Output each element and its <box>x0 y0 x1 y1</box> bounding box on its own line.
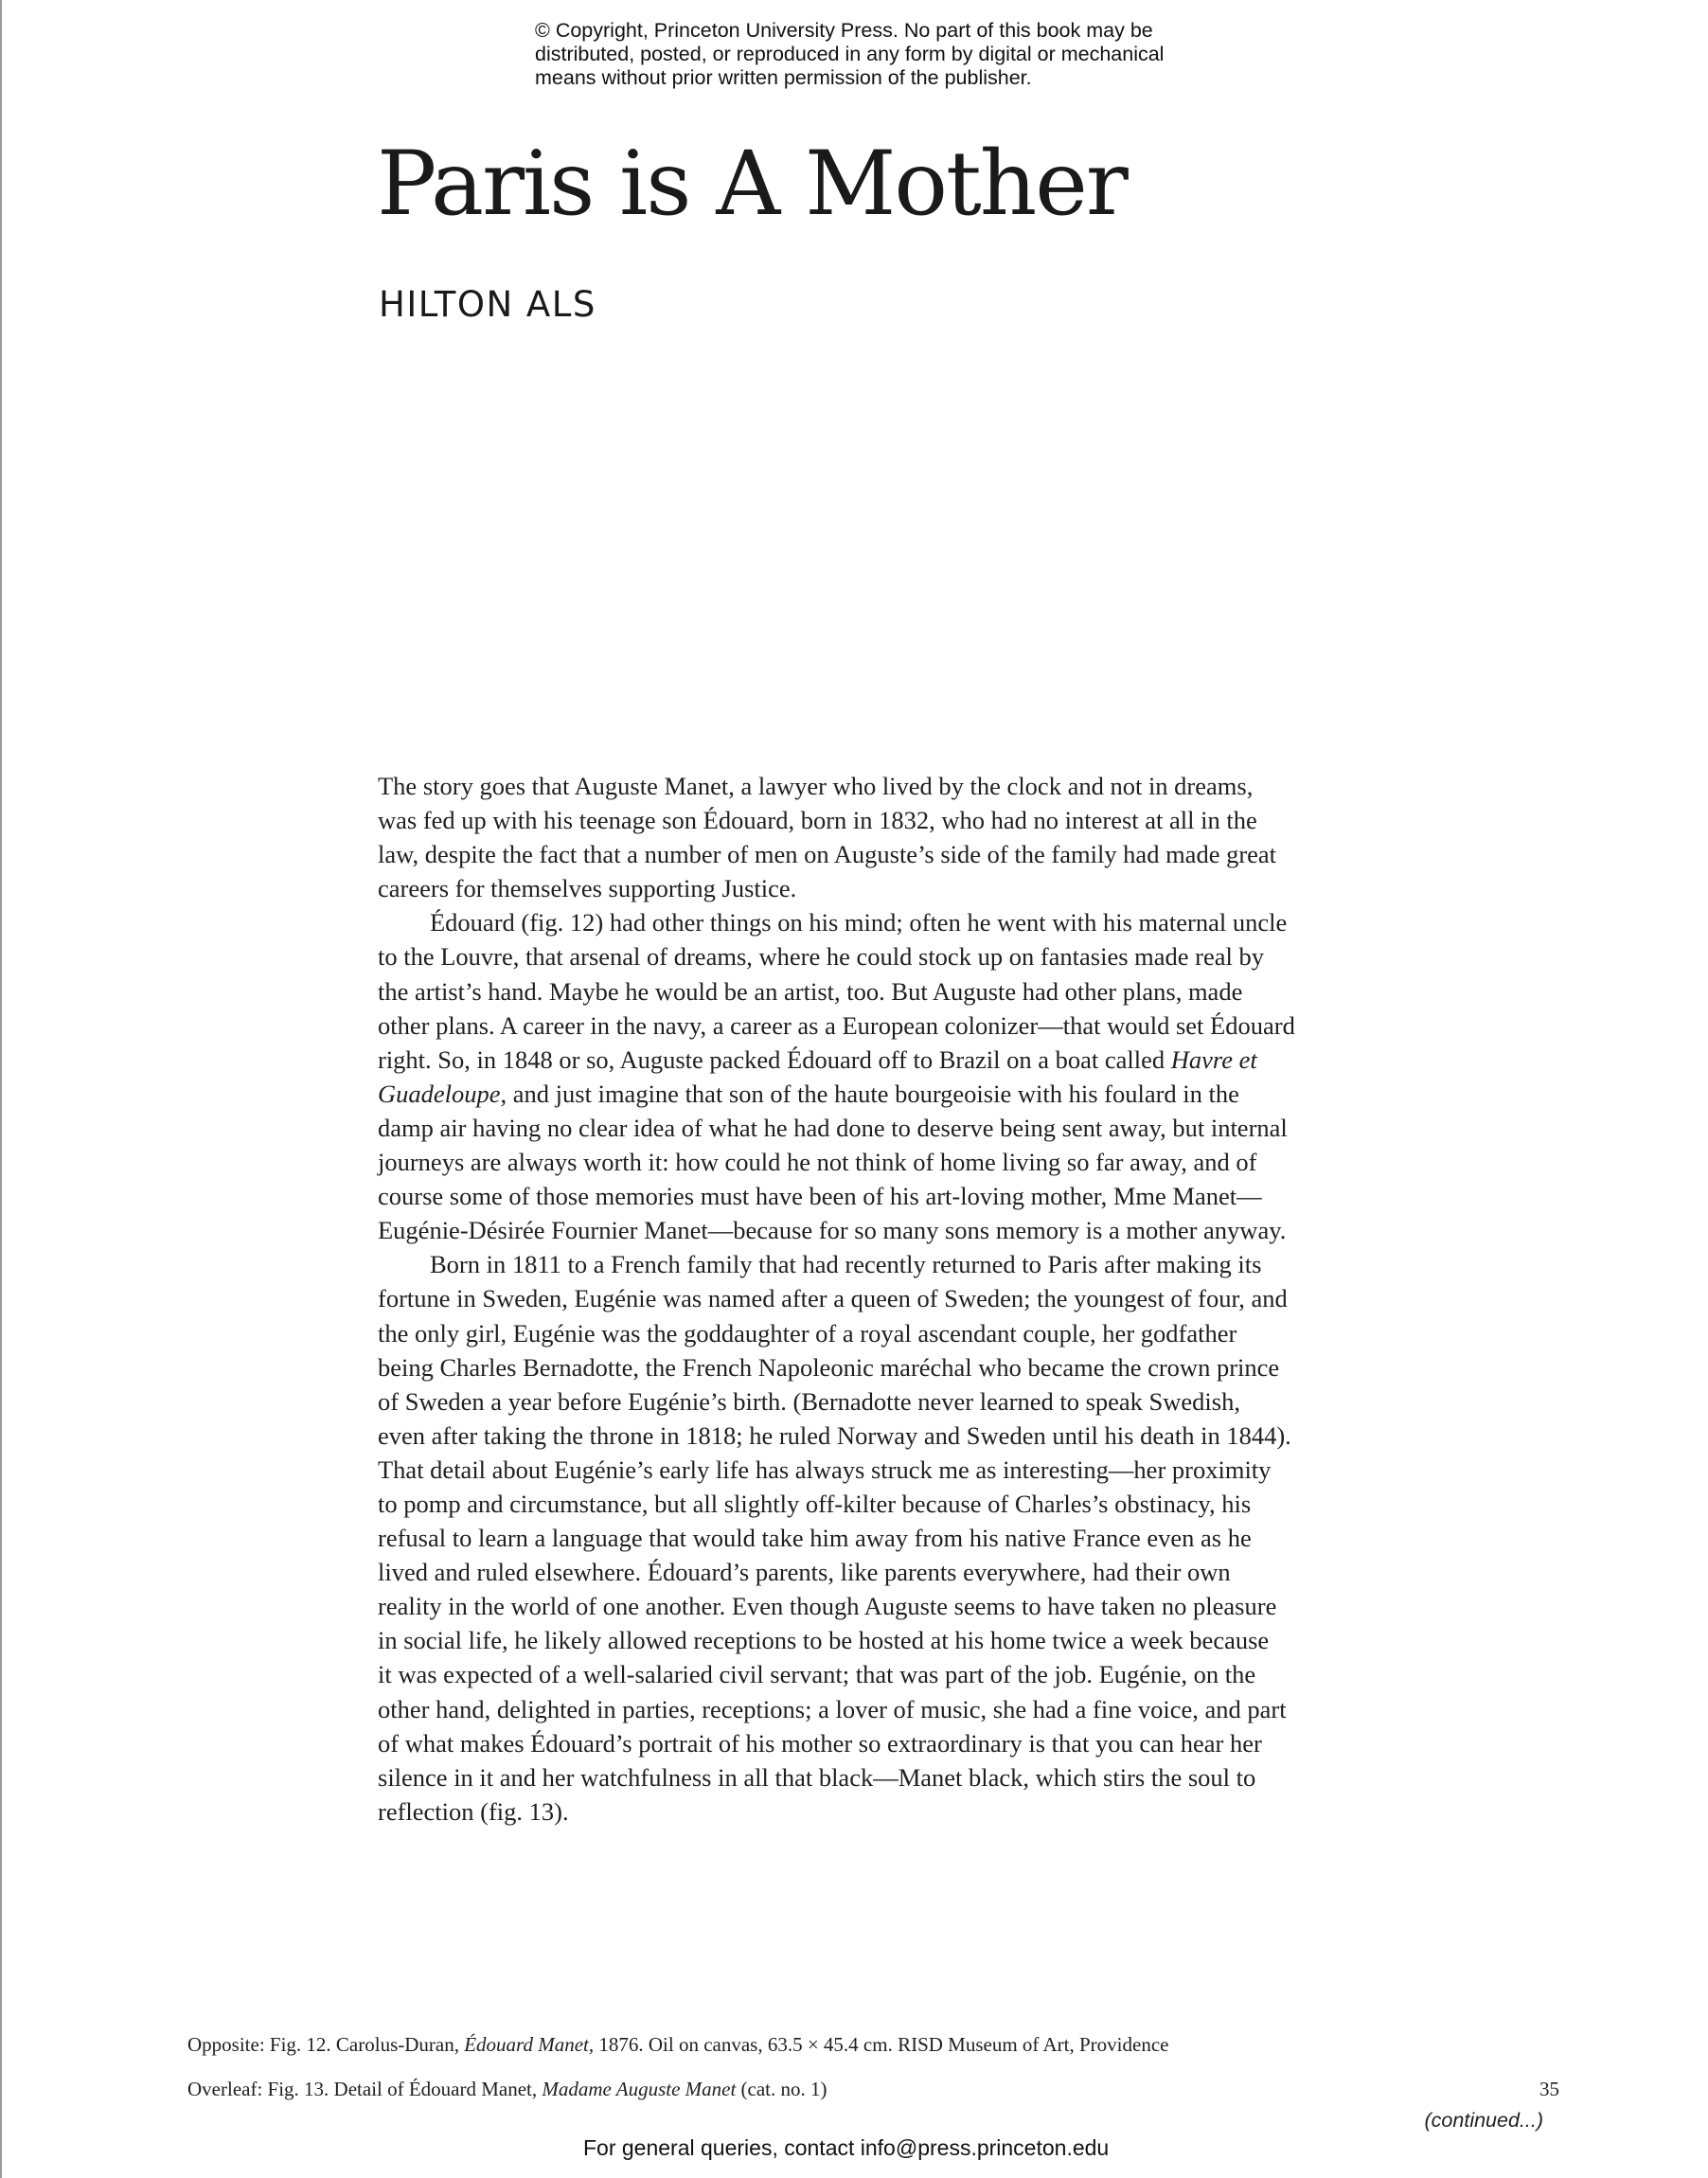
text-run: (cat. no. 1) <box>736 2078 827 2100</box>
essay-author: HILTON ALS <box>379 284 596 325</box>
text-run: of Sweden a year before Eugénie’s birth. (Bernadotte never learned to speak Swedish, <box>378 1386 1240 1416</box>
italic-text: Édouard Manet <box>464 2033 589 2056</box>
text-run: right. So, in 1848 or so, Auguste packed Édouard off to Brazil on a boat called <box>378 1044 1171 1074</box>
essay-title: Paris is A Mother <box>377 133 1127 236</box>
text-run: other hand, delighted in parties, receptions; a lover of music, she had a fine voice, and part <box>378 1694 1287 1723</box>
body-line <box>378 905 1372 939</box>
footer-contact: For general queries, contact info@press.princeton.edu <box>583 2135 1110 2160</box>
text-run: course some of those memories must have been of his art-loving mother, Mme Manet— <box>378 1182 1262 1211</box>
body-line <box>378 1760 1372 1794</box>
text-run: lived and ruled elsewhere. Édouard’s parents, like parents everywhere, had their own <box>378 1558 1231 1587</box>
body-line <box>378 803 1372 837</box>
text-run: The story goes that Auguste Manet, a lawyer who lived by the clock and not in dreams, <box>378 772 1254 800</box>
text-run: damp air having no clear idea of what he had done to deserve being sent away, but internal <box>378 1113 1288 1142</box>
body-line <box>378 974 1372 1009</box>
text-run: in social life, he likely allowed receptions to be hosted at his home twice a week because <box>378 1626 1270 1655</box>
text-run: refusal to learn a language that would take him away from his native France even as he <box>378 1524 1252 1553</box>
body-line <box>378 1384 1372 1419</box>
text-run: of what makes Édouard’s portrait of his mother so extraordinary is that you can hear her <box>378 1728 1262 1758</box>
figure-caption-opposite <box>187 2032 1168 2057</box>
body-line <box>378 1281 1372 1315</box>
copyright-line: © Copyright, Princeton University Press. No part of this book may be <box>535 19 1153 42</box>
text-run: , 1876. Oil on canvas, 63.5 × 45.4 cm. RISD Museum of Art, Providence <box>588 2033 1169 2056</box>
body-line <box>378 1657 1372 1691</box>
body-line <box>378 837 1372 871</box>
body-line <box>378 769 1372 803</box>
text-run: reflection (fig. 13). <box>378 1796 569 1826</box>
text-run: silence in it and her watchfulness in all that black—Manet black, which stirs the soul to <box>378 1762 1256 1792</box>
body-line <box>378 1692 1372 1726</box>
body-line <box>378 1145 1372 1179</box>
text-run: Born in 1811 to a French family that had recently returned to Paris after making its <box>430 1250 1262 1279</box>
page-edge-line <box>0 0 2 2178</box>
text-run: being Charles Bernadotte, the French Napoleonic maréchal who became the crown prince <box>378 1352 1280 1382</box>
body-line <box>378 1009 1372 1043</box>
figure-caption-overleaf <box>187 2077 827 2101</box>
body-line <box>378 1794 1372 1829</box>
italic-text: Havre et <box>1170 1044 1257 1074</box>
text-run: Opposite: Fig. 12. Carolus-Duran, <box>187 2033 465 2056</box>
continued-label: (continued...) <box>1424 2109 1543 2132</box>
text-run: Overleaf: Fig. 13. Detail of Édouard Manet, <box>187 2078 543 2100</box>
italic-text: Guadeloupe <box>378 1079 501 1108</box>
body-line <box>378 1077 1372 1111</box>
text-run: law, despite the fact that a number of men on Auguste’s side of the family had made great <box>378 840 1277 869</box>
body-line <box>378 1726 1372 1760</box>
text-run: journeys are always worth it: how could he not think of home living so far away, and of <box>378 1148 1257 1177</box>
essay-body <box>378 769 1372 1829</box>
text-run: careers for themselves supporting Justice. <box>378 874 797 903</box>
body-line <box>378 1487 1372 1521</box>
text-run: even after taking the throne in 1818; he ruled Norway and Sweden until his death in 1844). <box>378 1420 1291 1450</box>
body-line <box>378 1111 1372 1145</box>
text-run: That detail about Eugénie’s early life has always struck me as interesting—her proximity <box>378 1455 1272 1484</box>
body-line <box>378 1247 1372 1281</box>
body-line <box>378 939 1372 973</box>
italic-text: Madame Auguste Manet <box>542 2078 737 2100</box>
text-run: the only girl, Eugénie was the goddaughter of a royal ascendant couple, her godfather <box>378 1318 1237 1348</box>
copyright-line: distributed, posted, or reproduced in any form by digital or mechanical <box>535 43 1165 65</box>
text-run: it was expected of a well-salaried civil servant; that was part of the job. Eugénie, on the <box>378 1660 1256 1689</box>
body-line <box>378 1419 1372 1453</box>
text-run: , and just imagine that son of the haute bourgeoisie with his foulard in the <box>500 1079 1239 1108</box>
text-run: reality in the world of one another. Even though Auguste seems to have taken no pleasure <box>378 1592 1277 1621</box>
page-number: 35 <box>1539 2078 1559 2100</box>
copyright-line: means without prior written permission of the publisher. <box>535 66 1032 89</box>
body-line <box>378 1521 1372 1555</box>
body-line <box>378 1453 1372 1487</box>
body-line <box>378 871 1372 905</box>
body-line <box>378 1316 1372 1350</box>
text-run: the artist’s hand. Maybe he would be an artist, too. But Auguste had other plans, made <box>378 976 1243 1006</box>
text-run: to the Louvre, that arsenal of dreams, where he could stock up on fantasies made real by <box>378 942 1265 972</box>
body-line <box>378 1350 1372 1384</box>
body-line <box>378 1179 1372 1213</box>
body-line <box>378 1589 1372 1623</box>
text-run: other plans. A career in the navy, a career as a European colonizer—that would set Édouard <box>378 1010 1295 1040</box>
body-line <box>378 1213 1372 1247</box>
body-line <box>378 1555 1372 1589</box>
text-run: Édouard (fig. 12) had other things on his mind; often he went with his maternal uncle <box>430 908 1288 937</box>
text-run: to pomp and circumstance, but all slightly off-kilter because of Charles’s obstinacy, his <box>378 1489 1252 1518</box>
copyright-notice <box>535 19 1254 90</box>
body-line <box>378 1623 1372 1657</box>
text-run: was fed up with his teenage son Édouard, born in 1832, who had no interest at all in the <box>378 806 1257 835</box>
text-run: Eugénie-Désirée Fournier Manet—because for so many sons memory is a mother anyway. <box>378 1216 1287 1245</box>
text-run: fortune in Sweden, Eugénie was named after a queen of Sweden; the youngest of four, and <box>378 1284 1288 1313</box>
body-line <box>378 1043 1372 1077</box>
